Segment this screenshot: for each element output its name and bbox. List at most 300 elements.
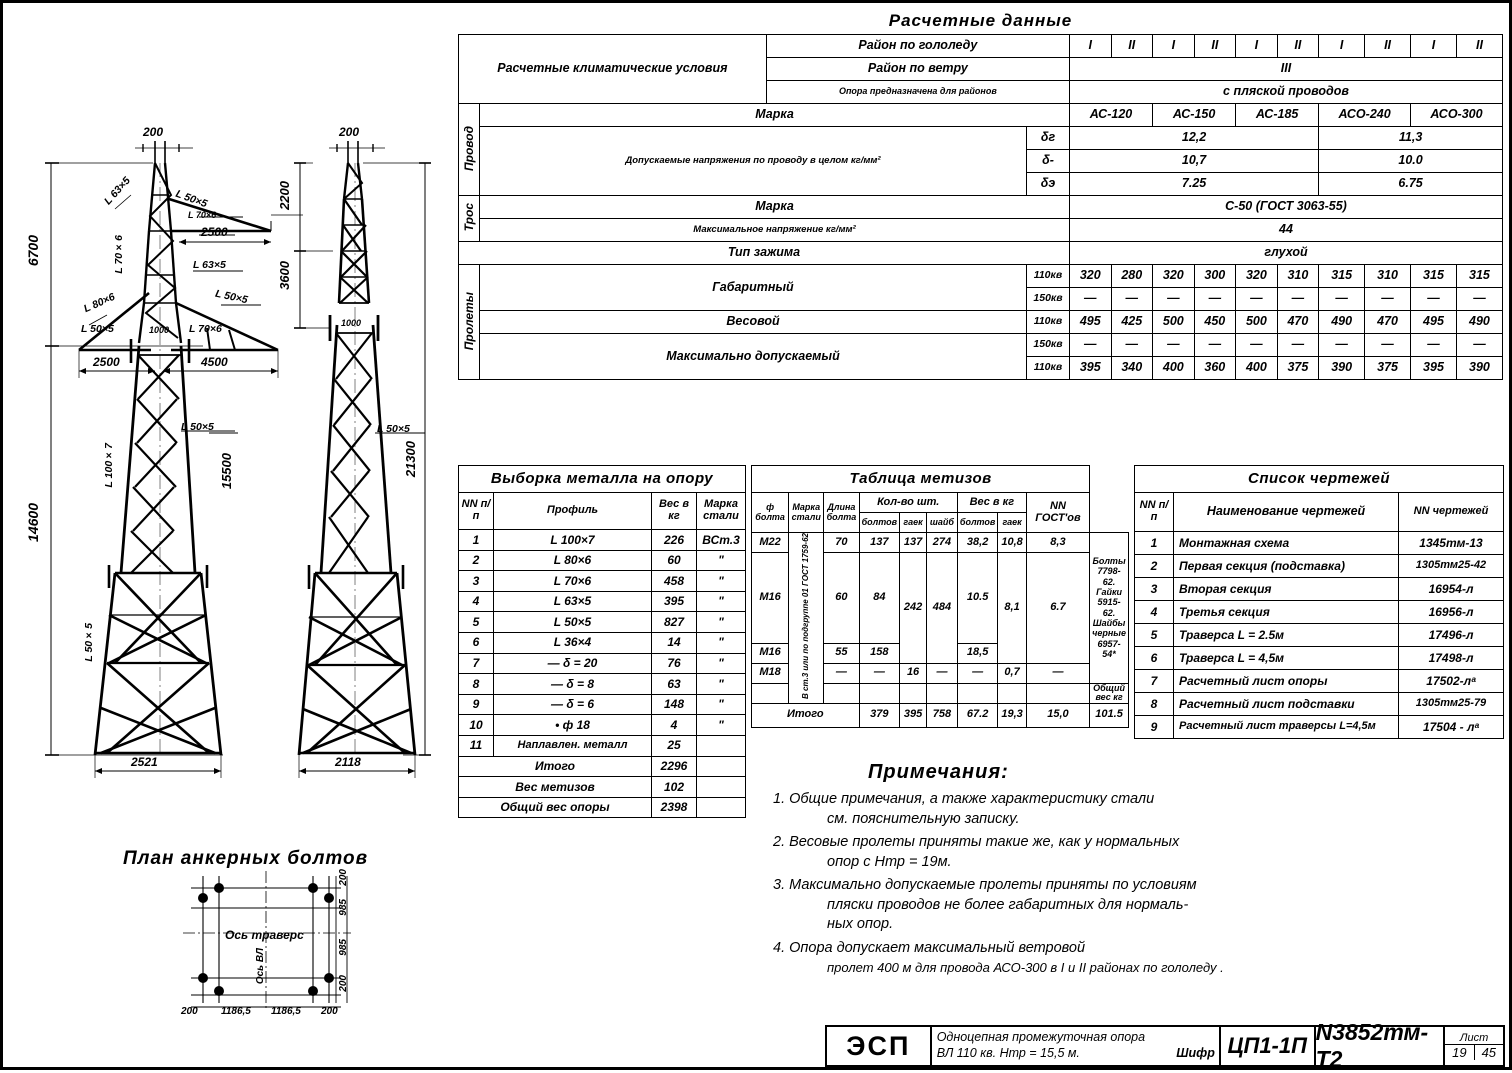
metal-profile-5: L 36×4 [494,632,652,653]
max110-9: 390 [1456,357,1502,380]
meti-ww-3: — [1026,663,1089,683]
drawing-title [932,1027,1221,1065]
max110-5: 375 [1277,357,1319,380]
metal-total-blank-2 [697,797,746,818]
notes-block [773,761,1493,980]
sigma-left-0: 12,2 [1069,127,1318,150]
meti-total-nuts: 395 [900,703,927,727]
ice-region-7: II [1365,35,1411,58]
dim-front-trav-left: 2500 [93,355,120,369]
metal-weight-10: 25 [652,735,697,756]
ves110-9: 490 [1456,311,1502,334]
meti-bolts-0: 137 [859,533,900,553]
drawing-title-line-2-row [937,1046,1219,1062]
meti-blank-w [927,683,958,703]
gab150-5: — [1277,288,1319,311]
metal-profile-1: L 80×6 [494,550,652,571]
wire-marka-label: Марка [480,104,1070,127]
meti-bolts-3: — [859,663,900,683]
sheet-total: 45 [1481,1045,1497,1060]
meti-wb-0: 38,2 [957,533,998,553]
profile-label-front-6: L 80×6 [81,290,117,316]
metal-profile-6: — δ = 20 [494,653,652,674]
metal-steel-10 [697,735,746,756]
wind-region-label: Район по ветру [766,58,1069,81]
meti-bolts-2: 158 [859,643,900,663]
table-row [1135,532,1504,555]
ice-region-6: I [1319,35,1365,58]
metal-total-value-0: 2296 [652,756,697,777]
note-2-line-1: 2. Весовые пролеты приняты такие же, как у нормальных [773,834,1180,851]
note-2-line-2: опор с Нтр = 19м. [827,853,952,870]
plan-dim-1186-right: 1186,5 [271,1006,301,1017]
dl-name-1: Первая секция (подставка) [1174,555,1399,578]
max150-6: — [1319,334,1365,357]
metal-header-0: NN п/п [459,493,494,530]
metal-n-2: 3 [459,571,494,592]
plan-dim-985-top: 985 [338,899,349,916]
clamp-type-label: Тип зажима [459,242,1070,265]
table-row [459,612,746,633]
note-item-2 [773,833,1493,872]
dim-front-trav-right: 4500 [201,355,228,369]
climate-conditions-label: Расчетные климатические условия [459,35,767,104]
meti-d-2: М16 [752,643,789,663]
dl-n-0: 1 [1135,532,1174,555]
sigma-label-0: δг [1026,127,1069,150]
metal-steel-5: " [697,632,746,653]
profile-label-front-9: L 100×7 [103,443,115,488]
dim-side-3600: 3600 [277,261,292,290]
max110-8: 395 [1411,357,1457,380]
drawings-list-title: Список чертежей [1135,466,1504,493]
dim-front-6700: 6700 [25,235,41,267]
ice-region-1: II [1111,35,1153,58]
metal-weight-0: 226 [652,530,697,551]
ice-region-8: I [1411,35,1457,58]
meti-total-wash: 758 [927,703,958,727]
table-row [459,530,746,551]
drawings-list-table [1134,465,1504,739]
table-row [1135,693,1504,716]
table-row [459,797,746,818]
gab150-4: — [1236,288,1278,311]
note-4-line-2: пролет 400 м для провода АСО-300 в I и II районах по гололеду . [827,959,1224,975]
sigma-right-0: 11,3 [1319,127,1503,150]
gab150-0: — [1069,288,1111,311]
title-block [825,1019,1505,1072]
meti-wn-3: 0,7 [998,663,1026,683]
wire-mark-0: АС-120 [1069,104,1152,127]
note-item-4 [773,939,1493,976]
table-row [1135,670,1504,693]
metal-profile-10: Наплавлен. металл [494,735,652,756]
plan-dim-200-top: 200 [338,869,349,886]
ice-region-3: II [1194,35,1236,58]
metal-steel-0: ВСт.3 [697,530,746,551]
meti-subheader-nuts-wt: гаек [998,513,1026,533]
dim-side-top-width: 200 [339,125,360,139]
sigma-left-2: 7.25 [1069,173,1318,196]
meti-header-length: Длина болта [824,493,859,533]
meti-total-sum: 101.5 [1090,703,1129,727]
tros-max-stress-label: Максимальное напряжение кг/мм² [480,219,1070,242]
meti-table-title: Таблица метизов [752,466,1090,493]
table-row [459,756,746,777]
ves110-3: 450 [1194,311,1236,334]
metal-weight-6: 76 [652,653,697,674]
meti-total-wb: 67.2 [957,703,998,727]
plan-dim-985-bottom: 985 [338,939,349,956]
dl-num-4: 17496-л [1399,624,1504,647]
metal-steel-6: " [697,653,746,674]
intended-for-value: с пляской проводов [1069,81,1502,104]
meti-d-1: М16 [752,553,789,644]
profile-label-front-3: L 63×5 [193,259,226,271]
max110-2: 400 [1153,357,1195,380]
meti-wash-1: 484 [927,553,958,664]
gab110-5: 310 [1277,265,1319,288]
profile-label-front-2: L 70×6 [188,210,217,220]
ice-region-2: I [1153,35,1195,58]
ice-region-4: I [1236,35,1278,58]
metal-n-4: 5 [459,612,494,633]
meti-d-0: М22 [752,533,789,553]
metal-n-6: 7 [459,653,494,674]
note-1-line-2: см. пояснительную записку. [827,810,1020,827]
metal-profile-7: — δ = 8 [494,674,652,695]
meti-nuts-3: 16 [900,663,927,683]
meti-wb-1: 10.5 [957,553,998,644]
ves110-0: 495 [1069,311,1111,334]
ice-region-label: Район по гололеду [766,35,1069,58]
note-3-line-1: 3. Максимально допускаемые пролеты приняты по условиям [773,877,1197,894]
gabaritny-label: Габаритный [480,265,1027,311]
meti-blank-wn [998,683,1026,703]
max110-3: 360 [1194,357,1236,380]
ves110-2: 500 [1153,311,1195,334]
meti-len-2: 55 [824,643,859,663]
organization-logo: ЭСП [827,1027,932,1065]
gab110-8: 315 [1411,265,1457,288]
meti-d-3: М18 [752,663,789,683]
metal-profile-3: L 63×5 [494,591,652,612]
metal-total-blank-0 [697,756,746,777]
vesovoy-label: Весовой [480,311,1027,334]
dl-num-8: 17504 - лᵃ [1399,716,1504,739]
metal-weight-4: 827 [652,612,697,633]
meti-wb-3: — [957,663,998,683]
gab110-1: 280 [1111,265,1153,288]
meti-header-qty: Кол-во шт. [859,493,957,513]
meti-header-weight: Вес в кг [957,493,1026,513]
meti-len-0: 70 [824,533,859,553]
sheet-numbers [1445,1045,1503,1060]
dl-n-7: 8 [1135,693,1174,716]
table-row [1135,493,1504,532]
max110-6: 390 [1319,357,1365,380]
meti-wn-0: 10,8 [998,533,1026,553]
metal-n-1: 2 [459,550,494,571]
meti-wash-3: — [927,663,958,683]
kv-110-max: 110кв [1026,357,1069,380]
sigma-label-1: δ- [1026,150,1069,173]
gab150-1: — [1111,288,1153,311]
dl-n-5: 6 [1135,647,1174,670]
dl-num-7: 1305тм25-79 [1399,693,1504,716]
gab110-9: 315 [1456,265,1502,288]
plan-dim-200-bottom: 200 [338,975,349,992]
dl-name-4: Траверса L = 2.5м [1174,624,1399,647]
metal-weight-2: 458 [652,571,697,592]
dl-n-6: 7 [1135,670,1174,693]
meti-gost-text: Болты 7798-62. Гайки 5915-62. Шайбы черные 6957-54* [1090,533,1129,684]
drawings-header-0: NN п/п [1135,493,1174,532]
meti-bolts-1: 84 [859,553,900,644]
meti-ww-1: 6.7 [1026,553,1089,664]
profile-label-front-10: L 50×5 [83,623,95,662]
kv-110-gab: 110кв [1026,265,1069,288]
max110-0: 395 [1069,357,1111,380]
meti-subheader-bolts-wt: болтов [957,513,998,533]
metal-weight-1: 60 [652,550,697,571]
tros-max-stress-value: 44 [1069,219,1502,242]
table-row [459,219,1503,242]
meti-header-gost: NN ГОСТ'ов [1026,493,1089,533]
table-row [752,466,1129,493]
profile-label-front-5: L 70×6 [113,235,125,274]
gab110-7: 310 [1365,265,1411,288]
wire-mark-1: АС-150 [1153,104,1236,127]
ves110-1: 425 [1111,311,1153,334]
table-row [459,334,1503,357]
metal-weight-7: 63 [652,674,697,695]
ves110-8: 495 [1411,311,1457,334]
gab150-7: — [1365,288,1411,311]
table-row [459,653,746,674]
meti-subheader-washers-qty: шайб [927,513,958,533]
max110-1: 340 [1111,357,1153,380]
provod-side-label: Провод [459,104,480,196]
tros-marka-label: Марка [480,196,1070,219]
drawing-title-line-2: ВЛ 110 кв. Нтр = 15,5 м. [936,1046,1080,1060]
table-row [459,265,1503,288]
table-row [459,35,1503,58]
meti-len-3: — [824,663,859,683]
metal-profile-0: L 100×7 [494,530,652,551]
table-row [459,550,746,571]
dl-num-3: 16956-л [1399,601,1504,624]
metal-header-2: Вес в кг [652,493,697,530]
table-row [1135,601,1504,624]
metal-n-5: 6 [459,632,494,653]
ves110-4: 500 [1236,311,1278,334]
metal-total-label-0: Итого [459,756,652,777]
drawing-number: N3852тм-Т2 [1316,1027,1446,1065]
ves110-7: 470 [1365,311,1411,334]
table-row [1135,647,1504,670]
max150-3: — [1194,334,1236,357]
metal-steel-1: " [697,550,746,571]
gab110-4: 320 [1236,265,1278,288]
note-3-line-2: пляски проводов не более габаритных для нормаль- [827,896,1189,913]
plan-axis-traverse-label: Ось траверс [225,928,304,942]
max110-4: 400 [1236,357,1278,380]
metal-weight-8: 148 [652,694,697,715]
table-row [459,715,746,736]
metal-total-label-2: Общий вес опоры [459,797,652,818]
dim-front-15500: 15500 [219,453,234,490]
calc-data-table [458,34,1503,380]
tower-drawings [3,3,458,1017]
table-row [459,674,746,695]
ice-region-5: II [1277,35,1319,58]
max150-1: — [1111,334,1153,357]
max150-8: — [1411,334,1457,357]
metal-header-1: Профиль [494,493,652,530]
plan-dim-200-right: 200 [321,1006,338,1017]
dl-name-2: Вторая секция [1174,578,1399,601]
ice-region-0: I [1069,35,1111,58]
tros-side-label: Трос [459,196,480,242]
proleti-side-label: Пролеты [459,265,480,380]
dim-side-body-w: 1000 [341,318,362,328]
gab150-6: — [1319,288,1365,311]
dl-n-4: 5 [1135,624,1174,647]
profile-label-front-l50: L 50×5 [181,421,214,433]
metal-weight-9: 4 [652,715,697,736]
table-row [459,493,746,530]
notes-list [773,790,1493,976]
dl-name-3: Третья секция [1174,601,1399,624]
dl-num-6: 17502-лᵃ [1399,670,1504,693]
table-row [1135,716,1504,739]
table-row [752,533,1129,553]
metal-n-3: 4 [459,591,494,612]
dim-front-top-width: 200 [143,125,164,139]
plan-dim-200-left: 200 [181,1006,198,1017]
metal-profile-4: L 50×5 [494,612,652,633]
metal-n-9: 10 [459,715,494,736]
anchor-plan-title: План анкерных болтов [123,848,369,869]
max150-4: — [1236,334,1278,357]
sigma-right-1: 10.0 [1319,150,1503,173]
table-row [1135,466,1504,493]
dl-name-6: Расчетный лист опоры [1174,670,1399,693]
shifr-label: Шифр [1176,1046,1215,1060]
metal-steel-7: " [697,674,746,695]
table-row [459,196,1503,219]
table-row [752,493,1129,513]
table-row [459,571,746,592]
dim-front-trav-upper: 2500 [201,225,228,239]
drawing-code: ЦП1-1П [1221,1027,1316,1065]
dl-num-5: 17498-л [1399,647,1504,670]
meti-nuts-1: 242 [900,553,927,664]
note-4-line-1: 4. Опора допускает максимальный ветровой [773,939,1086,956]
dl-name-0: Монтажная схема [1174,532,1399,555]
metal-table-title: Выборка металла на опору [459,466,746,493]
kv-110-ves: 110кв [1026,311,1069,334]
drawing-title-line-1: Одноцепная промежуточная опора [936,1030,1146,1045]
profile-label-front-8: L 70×6 [189,323,222,335]
table-row [459,466,746,493]
dim-front-body-w: 1000 [149,325,170,335]
intended-for-label: Опора предназначена для районов [766,81,1069,104]
table-row [459,127,1503,150]
sigma-left-1: 10,7 [1069,150,1318,173]
wire-mark-4: АСО-300 [1411,104,1503,127]
metal-total-value-1: 102 [652,777,697,798]
metal-profile-9: • ф 18 [494,715,652,736]
fasteners-table [751,465,1129,728]
plan-dim-1186-left: 1186,5 [221,1006,251,1017]
meti-wn-1: 8,1 [998,553,1026,664]
max150-5: — [1277,334,1319,357]
dim-front-14600: 14600 [25,503,41,542]
meti-ww-0: 8,3 [1026,533,1089,553]
metal-n-7: 8 [459,674,494,695]
wind-region-value: III [1069,58,1502,81]
metal-header-3: Марка стали [697,493,746,530]
profile-label-front-1: L 50×5 [173,187,209,211]
max150-0: — [1069,334,1111,357]
metal-list-table [458,465,746,818]
sheet-info [1445,1027,1503,1065]
meti-subheader-bolts-qty: болтов [859,513,900,533]
dl-num-2: 16954-л [1399,578,1504,601]
meti-steel-note: В ст.3 или по подгруппе 01 ГОСТ 1759-62 [789,533,824,704]
table-row [1135,578,1504,601]
profile-label-front-7: L 50×5 [81,323,114,335]
table-row [1135,624,1504,647]
max150-7: — [1365,334,1411,357]
drawings-header-2: NN чертежей [1399,493,1504,532]
metal-steel-8: " [697,694,746,715]
metal-n-0: 1 [459,530,494,551]
allowed-stress-label: Допускаемые напряжения по проводу в целом кг/мм² [480,127,1027,196]
metal-profile-2: L 70×6 [494,571,652,592]
metal-total-label-1: Вес метизов [459,777,652,798]
table-row [459,311,1503,334]
gab110-3: 300 [1194,265,1236,288]
gab150-3: — [1194,288,1236,311]
meti-total-label: Итого [752,703,860,727]
meti-total-wn: 19,3 [998,703,1026,727]
note-item-1 [773,790,1493,829]
metal-steel-2: " [697,571,746,592]
sigma-label-2: δэ [1026,173,1069,196]
metal-steel-9: " [697,715,746,736]
table-row [459,735,746,756]
note-1-line-1: 1. Общие примечания, а также характеристику стали [773,791,1155,807]
gab110-0: 320 [1069,265,1111,288]
table-row [459,242,1503,265]
dl-num-0: 1345тм-13 [1399,532,1504,555]
wire-mark-3: АСО-240 [1319,104,1411,127]
meti-blank-b [859,683,900,703]
gab150-8: — [1411,288,1457,311]
profile-label-side-l50: L 50×5 [377,423,410,435]
metal-total-value-2: 2398 [652,797,697,818]
dl-n-3: 4 [1135,601,1174,624]
metal-profile-8: — δ = 6 [494,694,652,715]
sheet-number: 19 [1445,1045,1474,1060]
metal-steel-3: " [697,591,746,612]
meti-total-bolts: 379 [859,703,900,727]
plan-axis-vl-label: Ось ВЛ [255,948,266,985]
table-row [459,104,1503,127]
